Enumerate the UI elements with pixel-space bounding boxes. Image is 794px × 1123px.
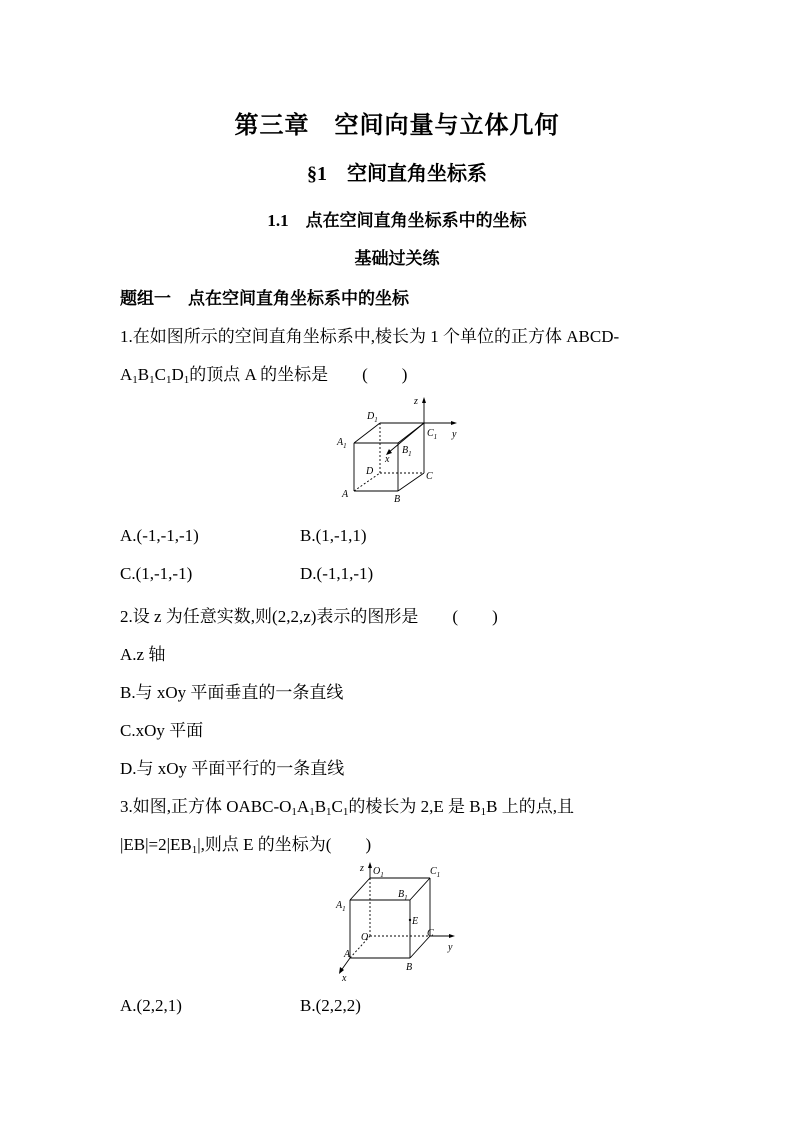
group-title: 题组一 点在空间直角坐标系中的坐标: [120, 289, 409, 308]
subsection-title: 1.1 点在空间直角坐标系中的坐标: [267, 211, 527, 230]
q1-label-D: D: [366, 466, 374, 477]
svg-text:O1: $O_1$: [373, 866, 384, 879]
q1-label-z: z: [414, 396, 418, 407]
svg-text:A1: $A_1$: [336, 900, 346, 913]
svg-text:B1: $B_1$: [402, 445, 412, 458]
q3-label-A1: A: [336, 900, 343, 911]
q3-label-B: B: [406, 962, 413, 973]
q1-stem-line1: 1.在如图所示的空间直角坐标系中,棱长为 1 个单位的正方体 ABCD-: [120, 327, 620, 346]
q2-option-c[interactable]: C.xOy 平面: [120, 721, 204, 740]
svg-text:D1: $D_1$: [367, 411, 378, 424]
svg-text:C1: $C_1$: [430, 866, 441, 879]
q2-stem: 2.设 z 为任意实数,则(2,2,z)表示的图形是 ( ): [120, 607, 498, 626]
q1-label-D1: D: [367, 411, 375, 422]
q2-option-d[interactable]: D.与 xOy 平面平行的一条直线: [120, 759, 345, 778]
q3-stem-line2: $|EB|=2|EB_1|$,则点 E 的坐标为( ): [120, 835, 372, 856]
q1-option-d[interactable]: D.(-1,1,-1): [300, 564, 374, 583]
q2-option-a[interactable]: A.z 轴: [120, 645, 166, 664]
section-title: §1 空间直角坐标系: [307, 163, 487, 185]
q2-option-b[interactable]: B.与 xOy 平面垂直的一条直线: [120, 683, 344, 702]
practice-title: 基础过关练: [354, 249, 440, 268]
q3-label-B1: B: [398, 889, 405, 900]
q3-label-O: O: [361, 932, 369, 943]
q1-option-c[interactable]: C.(1,-1,-1): [120, 564, 193, 583]
q3-label-A: A: [344, 949, 351, 960]
q1-label-A1: A: [337, 437, 344, 448]
q3-label-C1: C: [430, 866, 437, 877]
q1-label-x: x: [385, 454, 390, 465]
svg-text:C1: $C_1$: [427, 428, 438, 441]
chapter-title: 第三章 空间向量与立体几何: [234, 113, 560, 139]
q1-cube-figure: [330, 395, 465, 507]
q3-option-a[interactable]: A.(2,2,1): [120, 996, 182, 1015]
q1-label-A: A: [342, 489, 349, 500]
q3-label-E: E: [412, 916, 419, 927]
q3-stem-line1: 3.如图,正方体 OABC-$O_1A_1B_1C_1$的棱长为 2,E 是 $B_1B$ 上的点,且: [120, 797, 574, 818]
q3-option-b[interactable]: B.(2,2,2): [300, 996, 361, 1015]
q1-label-C: C: [426, 471, 433, 482]
q1-stem-line2: $A_1B_1C_1D_1$的顶点 A 的坐标是 ( ): [120, 365, 408, 386]
q1-option-b[interactable]: B.(1,-1,1): [300, 526, 367, 545]
q3-label-x: x: [342, 973, 347, 982]
q1-label-y: y: [452, 429, 457, 440]
svg-text:A1: $A_1$: [337, 437, 347, 450]
q1-option-a[interactable]: A.(-1,-1,-1): [120, 526, 199, 545]
q1-label-C1: C: [427, 428, 434, 439]
q3-label-z: z: [360, 863, 364, 874]
q1-stem-line2-text: 的顶点 A 的坐标是 ( ): [189, 365, 408, 384]
q3-label-y: y: [448, 942, 453, 953]
q3-label-O1: O: [373, 866, 381, 877]
q3-label-C: C: [427, 928, 434, 939]
svg-text:B1: $B_1$: [398, 889, 408, 902]
q1-label-B1: B: [402, 445, 409, 456]
q1-label-B: B: [394, 494, 401, 505]
q3-cube-figure: [330, 860, 465, 982]
